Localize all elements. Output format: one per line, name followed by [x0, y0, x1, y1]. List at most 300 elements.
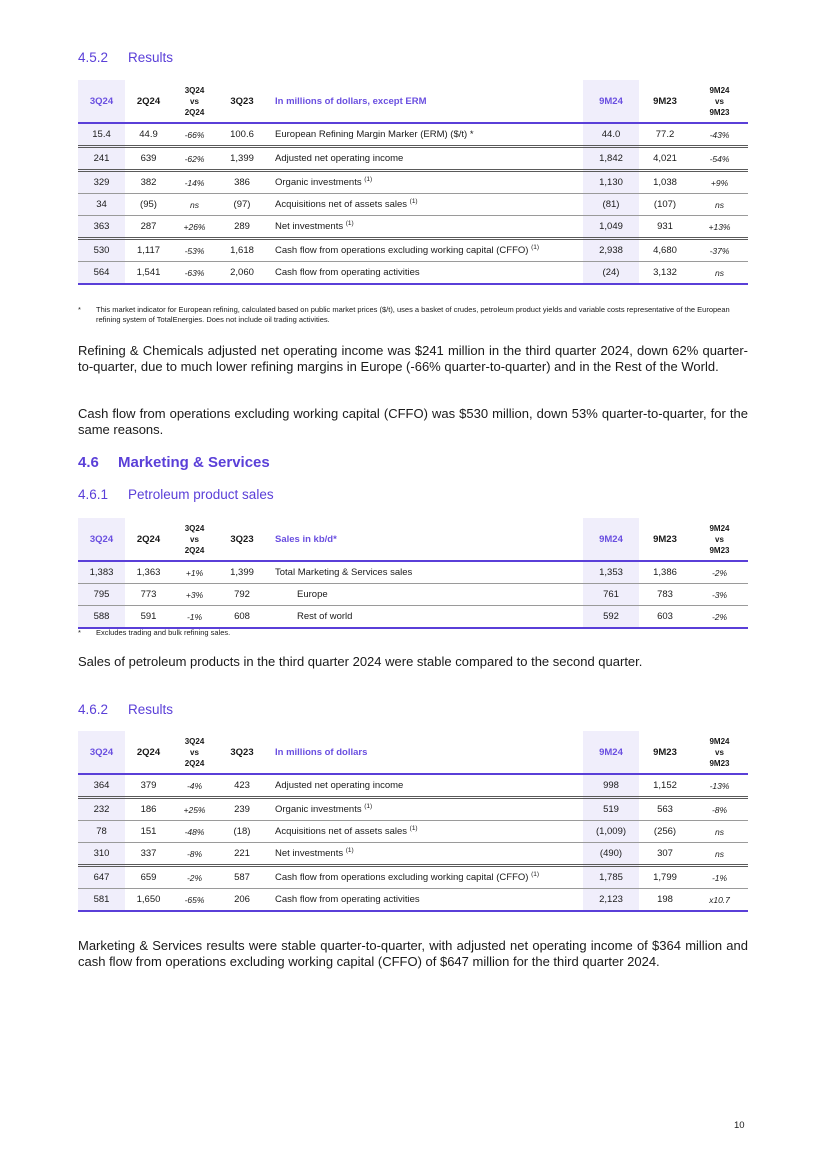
col-header: 9M23	[653, 533, 677, 545]
cell-value: -43%	[709, 129, 730, 140]
cell-value: Organic investments	[275, 804, 362, 815]
cell-m9-24	[583, 889, 639, 912]
cell-label	[267, 866, 583, 889]
table-row	[78, 889, 748, 912]
cell-value: 1,049	[599, 221, 623, 232]
cell-q3-23	[217, 606, 267, 629]
cell-value: -8%	[186, 848, 203, 859]
table-row	[78, 843, 748, 866]
cell-q2-24	[125, 774, 172, 798]
cell-m9-23	[639, 606, 691, 629]
cell-q2-24	[125, 798, 172, 821]
cell-yoy-change	[691, 774, 748, 798]
footnote-ref: (1)	[345, 219, 354, 227]
cell-value: 239	[234, 804, 250, 815]
cell-value: -54%	[709, 153, 730, 164]
cell-qoq-change	[172, 798, 217, 821]
cell-value: 1,618	[230, 245, 254, 256]
cell-value: 4,680	[653, 245, 677, 256]
paragraph-marketing-results: Marketing & Services results were stable quarter-to-quarter, with adjusted net operating income of $364 million and cash flow from operations excluding working capital (CFFO) of $647 million for the third quarter 2024.	[78, 938, 748, 969]
cell-value: 608	[234, 611, 250, 622]
cell-value: -14%	[184, 177, 205, 188]
col-header: 3Q23	[230, 746, 254, 758]
cell-value: +3%	[185, 589, 204, 600]
cell-value: 15.4	[92, 129, 111, 140]
cell-m9-24	[583, 843, 639, 866]
cell-value: 44.9	[139, 129, 158, 140]
cell-q3-23	[217, 821, 267, 843]
petroleum-sales-table	[78, 518, 748, 629]
cell-m9-24	[583, 262, 639, 285]
cell-value: -63%	[184, 267, 205, 278]
cell-qoq-change	[172, 171, 217, 194]
cell-value: 423	[234, 780, 250, 791]
cell-yoy-change	[691, 584, 748, 606]
cell-qoq-change	[172, 262, 217, 285]
cell-value: Cash flow from operations excluding working capital (CFFO)	[275, 872, 529, 883]
col-header: 3Q24 vs 2Q24	[184, 85, 205, 117]
cell-value: -2%	[186, 872, 203, 883]
cell-label	[267, 843, 583, 866]
cell-label	[267, 774, 583, 798]
cell-value: 564	[93, 267, 110, 278]
cell-yoy-change	[691, 239, 748, 262]
cell-value: Acquisitions net of assets sales	[275, 826, 408, 837]
table-header-row	[78, 80, 748, 123]
table-row	[78, 262, 748, 285]
cell-m9-23	[639, 216, 691, 239]
cell-value: 1,130	[599, 177, 623, 188]
cell-q2-24	[125, 194, 172, 216]
table-row	[78, 147, 748, 171]
cell-yoy-change	[691, 216, 748, 239]
cell-m9-24	[583, 866, 639, 889]
cell-q3-24	[78, 798, 125, 821]
cell-value: 337	[140, 848, 157, 859]
cell-m9-23	[639, 866, 691, 889]
cell-value: Acquisitions net of assets sales	[275, 199, 408, 210]
paragraph-cffo: Cash flow from operations excluding working capital (CFFO) was $530 million, down 53% quarter-to-quarter, for the same reasons.	[78, 406, 748, 437]
cell-value: Adjusted net operating income	[275, 780, 404, 791]
col-header-label: In millions of dollars	[275, 746, 368, 758]
cell-value: +1%	[185, 567, 204, 578]
table-header-row	[78, 731, 748, 774]
cell-yoy-change	[691, 889, 748, 912]
cell-value: 198	[657, 894, 673, 905]
cell-value: 2,938	[599, 245, 623, 256]
cell-value: 379	[140, 780, 157, 791]
cell-value: -65%	[184, 894, 205, 905]
cell-value: 307	[657, 848, 673, 859]
cell-value: 1,785	[599, 872, 623, 883]
table-row	[78, 123, 748, 147]
cell-value: 364	[93, 780, 110, 791]
cell-value: x10.7	[709, 894, 730, 905]
cell-qoq-change	[172, 147, 217, 171]
cell-m9-23	[639, 561, 691, 584]
cell-yoy-change	[691, 194, 748, 216]
cell-q2-24	[125, 889, 172, 912]
cell-q2-24	[125, 171, 172, 194]
cell-q3-23	[217, 194, 267, 216]
cell-value: -8%	[711, 804, 728, 815]
col-header: 2Q24	[136, 746, 161, 758]
cell-value: (81)	[602, 199, 620, 210]
cell-value: ns	[190, 199, 199, 210]
cell-value: (95)	[140, 199, 157, 210]
cell-q3-23	[217, 798, 267, 821]
cell-value: -2%	[711, 611, 728, 622]
table-row	[78, 239, 748, 262]
cell-m9-23	[639, 889, 691, 912]
table-header-row	[78, 518, 748, 561]
cell-m9-23	[639, 194, 691, 216]
cell-value: -3%	[711, 589, 728, 600]
col-header: 3Q23	[230, 533, 254, 545]
cell-q2-24	[125, 239, 172, 262]
cell-qoq-change	[172, 821, 217, 843]
cell-value: ns	[715, 199, 724, 210]
cell-value: +13%	[708, 221, 731, 232]
col-header: 9M24	[583, 80, 639, 123]
cell-value: (24)	[602, 267, 620, 278]
cell-value: 1,383	[89, 567, 114, 578]
cell-m9-24	[583, 798, 639, 821]
table-row	[78, 798, 748, 821]
cell-m9-23	[639, 584, 691, 606]
cell-value: -1%	[711, 872, 728, 883]
cell-label	[267, 194, 583, 216]
cell-value: 603	[657, 611, 673, 622]
cell-value: Cash flow from operating activities	[275, 894, 420, 905]
cell-m9-24	[583, 584, 639, 606]
cell-value: -4%	[186, 780, 203, 791]
table-row	[78, 821, 748, 843]
table-row	[78, 606, 748, 629]
cell-yoy-change	[691, 171, 748, 194]
cell-q3-24	[78, 774, 125, 798]
cell-m9-24	[583, 216, 639, 239]
cell-label	[267, 123, 583, 147]
cell-value: 639	[140, 153, 157, 164]
cell-value: Organic investments	[275, 177, 362, 188]
cell-value: 581	[93, 894, 110, 905]
footnote-ref: (1)	[345, 846, 354, 854]
cell-value: +9%	[710, 177, 729, 188]
cell-m9-24	[583, 194, 639, 216]
cell-m9-24	[583, 774, 639, 798]
cell-value: (256)	[653, 826, 677, 837]
cell-value: 4,021	[653, 153, 677, 164]
cell-yoy-change	[691, 123, 748, 147]
footnote-ref: (1)	[531, 243, 540, 251]
cell-m9-23	[639, 171, 691, 194]
col-header: 9M24 vs 9M23	[709, 523, 730, 555]
col-header-label: In millions of dollars, except ERM	[275, 95, 427, 107]
cell-qoq-change	[172, 194, 217, 216]
col-header: 3Q24 vs 2Q24	[184, 736, 205, 768]
cell-value: European Refining Margin Marker (ERM) ($/t) *	[275, 129, 474, 140]
col-header: 2Q24	[136, 95, 161, 107]
col-header: 9M23	[653, 95, 677, 107]
cell-value: -37%	[709, 245, 730, 256]
cell-m9-23	[639, 798, 691, 821]
cell-m9-23	[639, 239, 691, 262]
cell-yoy-change	[691, 561, 748, 584]
col-header-label: Sales in kb/d*	[275, 533, 337, 545]
cell-qoq-change	[172, 866, 217, 889]
table-row	[78, 216, 748, 239]
cell-qoq-change	[172, 561, 217, 584]
cell-q3-24	[78, 123, 125, 147]
cell-label	[267, 798, 583, 821]
cell-q3-24	[78, 216, 125, 239]
cell-value: 1,353	[599, 567, 623, 578]
cell-yoy-change	[691, 843, 748, 866]
cell-value: 795	[93, 589, 110, 600]
cell-value: 592	[603, 611, 619, 622]
cell-qoq-change	[172, 123, 217, 147]
cell-value: Rest of world	[297, 611, 353, 622]
cell-value: +25%	[183, 804, 206, 815]
cell-q2-24	[125, 606, 172, 629]
cell-q2-24	[125, 843, 172, 866]
page-number: 10	[734, 1120, 745, 1131]
footnote-erm: * This market indicator for European refining, calculated based on public market prices ($/t), uses a basket of crudes, petroleum product yields and variable costs representative of the European refining system of TotalEnergies. Does not include oil trading activities.	[78, 305, 730, 324]
cell-q3-24	[78, 821, 125, 843]
cell-qoq-change	[172, 239, 217, 262]
section-4-6-2-heading: 4.6.2 Results	[78, 702, 174, 717]
table-row	[78, 171, 748, 194]
footnote-ref: (1)	[364, 175, 373, 183]
cell-value: 77.2	[655, 129, 675, 140]
cell-q2-24	[125, 147, 172, 171]
cell-value: 588	[93, 611, 110, 622]
cell-value: 1,842	[599, 153, 623, 164]
cell-yoy-change	[691, 606, 748, 629]
section-4-6-heading: 4.6 Marketing & Services	[78, 454, 270, 471]
col-header: 2Q24	[136, 533, 161, 545]
cell-q2-24	[125, 216, 172, 239]
cell-m9-23	[639, 843, 691, 866]
col-header: 3Q24	[78, 518, 125, 561]
cell-m9-23	[639, 147, 691, 171]
cell-value: 363	[93, 221, 110, 232]
refining-results-table	[78, 80, 748, 285]
paragraph-refining-results: Refining & Chemicals adjusted net operating income was $241 million in the third quarter 2024, down 62% quarter-to-quarter, due to much lower refining margins in Europe (-66% quarter-to-quarter) and in the Rest of the World.	[78, 343, 748, 374]
cell-value: 519	[603, 804, 619, 815]
cell-q3-24	[78, 194, 125, 216]
cell-m9-24	[583, 239, 639, 262]
cell-label	[267, 216, 583, 239]
cell-m9-23	[639, 774, 691, 798]
cell-value: 232	[93, 804, 110, 815]
cell-value: (107)	[653, 199, 677, 210]
cell-q2-24	[125, 821, 172, 843]
cell-q3-23	[217, 216, 267, 239]
cell-value: ns	[715, 267, 724, 278]
cell-value: 783	[657, 589, 673, 600]
paragraph-sales: Sales of petroleum products in the third quarter 2024 were stable compared to the second quarter.	[78, 654, 643, 669]
cell-m9-24	[583, 606, 639, 629]
cell-value: 659	[140, 872, 157, 883]
col-header: 3Q24	[78, 731, 125, 774]
cell-value: 1,363	[136, 567, 161, 578]
cell-value: 1,799	[653, 872, 677, 883]
cell-value: 221	[234, 848, 250, 859]
cell-q3-24	[78, 889, 125, 912]
cell-value: -48%	[184, 826, 205, 837]
cell-m9-23	[639, 262, 691, 285]
cell-value: -1%	[186, 611, 203, 622]
cell-value: 587	[234, 872, 250, 883]
cell-m9-24	[583, 821, 639, 843]
cell-q3-24	[78, 584, 125, 606]
cell-value: Cash flow from operating activities	[275, 267, 420, 278]
table-row	[78, 194, 748, 216]
cell-value: 1,152	[653, 780, 677, 791]
cell-value: 1,386	[653, 567, 677, 578]
cell-label	[267, 606, 583, 629]
cell-value: 647	[93, 872, 110, 883]
cell-q3-23	[217, 584, 267, 606]
cell-value: 591	[140, 611, 157, 622]
cell-q3-24	[78, 606, 125, 629]
cell-q3-23	[217, 866, 267, 889]
cell-value: Net investments	[275, 848, 344, 859]
cell-value: 34	[96, 199, 107, 210]
cell-value: (18)	[233, 826, 251, 837]
marketing-results-table	[78, 731, 748, 912]
cell-value: 1,038	[653, 177, 677, 188]
cell-value: 2,060	[230, 267, 254, 278]
cell-m9-24	[583, 123, 639, 147]
cell-value: (490)	[599, 848, 623, 859]
cell-q2-24	[125, 584, 172, 606]
cell-value: 186	[140, 804, 157, 815]
cell-label	[267, 262, 583, 285]
cell-value: Europe	[297, 589, 328, 600]
cell-value: 761	[603, 589, 619, 600]
cell-value: 386	[234, 177, 250, 188]
cell-value: 773	[140, 589, 157, 600]
cell-value: 241	[93, 153, 110, 164]
cell-yoy-change	[691, 262, 748, 285]
cell-yoy-change	[691, 821, 748, 843]
cell-value: 3,132	[653, 267, 677, 278]
footnote-ref: (1)	[409, 197, 418, 205]
cell-value: 151	[140, 826, 157, 837]
cell-m9-24	[583, 147, 639, 171]
cell-value: Total Marketing & Services sales	[275, 567, 413, 578]
cell-value: 287	[140, 221, 157, 232]
cell-value: Net investments	[275, 221, 344, 232]
cell-value: ns	[715, 848, 724, 859]
cell-q3-24	[78, 262, 125, 285]
cell-value: 289	[234, 221, 250, 232]
cell-qoq-change	[172, 584, 217, 606]
cell-label	[267, 171, 583, 194]
cell-value: 563	[657, 804, 673, 815]
cell-label	[267, 239, 583, 262]
cell-m9-23	[639, 821, 691, 843]
cell-value: (97)	[233, 199, 251, 210]
cell-q2-24	[125, 561, 172, 584]
cell-q3-23	[217, 889, 267, 912]
cell-value: 382	[140, 177, 157, 188]
cell-m9-24	[583, 171, 639, 194]
cell-q3-23	[217, 843, 267, 866]
footnote-sales: * Excludes trading and bulk refining sales.	[78, 628, 231, 637]
cell-value: 1,650	[136, 894, 161, 905]
cell-value: -62%	[184, 153, 205, 164]
cell-q3-24	[78, 561, 125, 584]
cell-yoy-change	[691, 866, 748, 889]
cell-value: 1,117	[136, 245, 161, 256]
cell-value: 44.0	[601, 129, 621, 140]
cell-q2-24	[125, 262, 172, 285]
cell-q3-23	[217, 239, 267, 262]
cell-m9-23	[639, 123, 691, 147]
section-4-6-1-heading: 4.6.1 Petroleum product sales	[78, 487, 274, 502]
cell-label	[267, 584, 583, 606]
cell-q2-24	[125, 866, 172, 889]
cell-yoy-change	[691, 147, 748, 171]
cell-q3-23	[217, 262, 267, 285]
cell-q3-23	[217, 123, 267, 147]
cell-value: -66%	[184, 129, 205, 140]
cell-qoq-change	[172, 889, 217, 912]
cell-value: Adjusted net operating income	[275, 153, 404, 164]
cell-value: +26%	[183, 221, 206, 232]
col-header: 3Q24	[78, 80, 125, 123]
cell-value: -53%	[184, 245, 205, 256]
footnote-ref: (1)	[409, 824, 418, 832]
cell-value: 100.6	[230, 129, 254, 140]
col-header: 9M24 vs 9M23	[709, 85, 730, 117]
cell-q3-24	[78, 147, 125, 171]
cell-value: 1,399	[230, 567, 254, 578]
cell-value: 998	[603, 780, 619, 791]
cell-value: 931	[657, 221, 673, 232]
cell-value: 329	[93, 177, 110, 188]
cell-value: 1,399	[230, 153, 254, 164]
cell-value: -13%	[709, 780, 730, 791]
table-row	[78, 561, 748, 584]
cell-label	[267, 561, 583, 584]
cell-qoq-change	[172, 606, 217, 629]
table-row	[78, 584, 748, 606]
col-header: 3Q24 vs 2Q24	[184, 523, 205, 555]
cell-q3-24	[78, 239, 125, 262]
col-header: 9M24 vs 9M23	[709, 736, 730, 768]
cell-q3-24	[78, 866, 125, 889]
cell-q2-24	[125, 123, 172, 147]
table-row	[78, 774, 748, 798]
cell-qoq-change	[172, 774, 217, 798]
cell-m9-24	[583, 561, 639, 584]
cell-q3-23	[217, 147, 267, 171]
col-header: 9M23	[653, 746, 677, 758]
cell-label	[267, 889, 583, 912]
cell-q3-24	[78, 171, 125, 194]
footnote-ref: (1)	[364, 802, 373, 810]
cell-q3-24	[78, 843, 125, 866]
footnote-ref: (1)	[531, 870, 540, 878]
cell-value: 530	[93, 245, 110, 256]
col-header: 3Q23	[230, 95, 254, 107]
cell-value: ns	[715, 826, 724, 837]
